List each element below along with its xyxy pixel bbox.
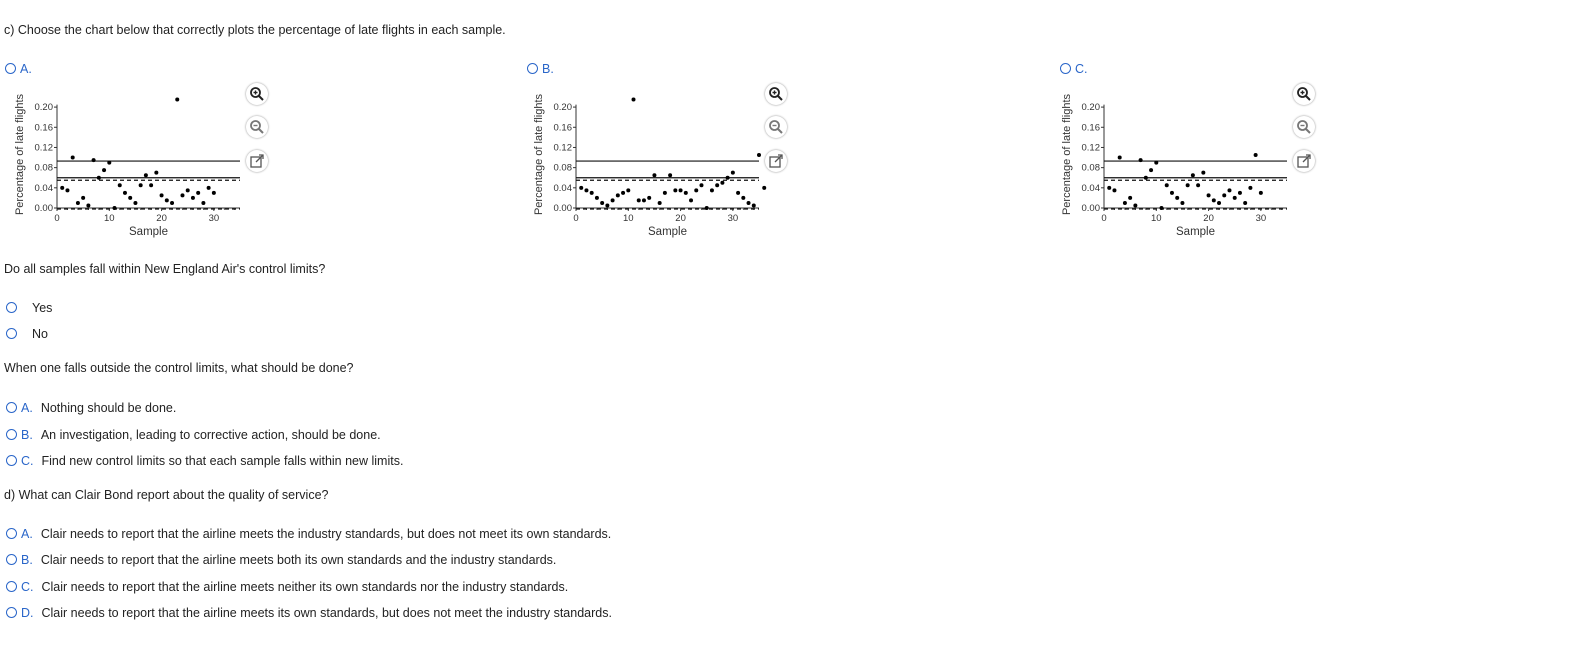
zoom-out-icon bbox=[1296, 119, 1312, 135]
data-point bbox=[752, 203, 756, 207]
radio-part-d-c[interactable] bbox=[6, 581, 17, 592]
data-point bbox=[1212, 198, 1216, 202]
data-point bbox=[694, 188, 698, 192]
part-d-option-c[interactable] bbox=[6, 580, 568, 594]
data-point bbox=[1128, 196, 1132, 200]
data-point bbox=[113, 206, 117, 210]
x-tick-label: 30 bbox=[727, 213, 739, 224]
part-c-question: c) Choose the chart below that correctly plots the percentage of late flights in each sample. bbox=[4, 23, 506, 37]
outside-option-b[interactable] bbox=[6, 428, 381, 442]
data-point bbox=[186, 188, 190, 192]
popout-button-c[interactable] bbox=[1293, 150, 1315, 172]
data-point bbox=[170, 201, 174, 205]
x-tick-label: 10 bbox=[622, 213, 634, 224]
data-point bbox=[1238, 191, 1242, 195]
data-point bbox=[102, 168, 106, 172]
data-point bbox=[621, 191, 625, 195]
x-tick-label: 10 bbox=[103, 213, 115, 224]
zoom-out-icon bbox=[768, 119, 784, 135]
data-point bbox=[747, 201, 751, 205]
data-point bbox=[128, 196, 132, 200]
data-point bbox=[611, 198, 615, 202]
x-tick-label: 30 bbox=[208, 213, 220, 224]
chart-c-svg bbox=[1051, 82, 1311, 262]
radio-part-d-d[interactable] bbox=[6, 607, 17, 618]
data-point bbox=[1243, 201, 1247, 205]
data-point bbox=[731, 171, 735, 175]
data-point bbox=[1175, 196, 1179, 200]
data-point bbox=[1144, 176, 1148, 180]
zoom-in-button-c[interactable] bbox=[1293, 83, 1315, 105]
x-axis-label: Sample bbox=[648, 226, 687, 238]
data-point bbox=[175, 98, 179, 102]
y-tick-label: 0.00 bbox=[553, 203, 572, 214]
data-point bbox=[97, 176, 101, 180]
data-point bbox=[584, 188, 588, 192]
data-point bbox=[86, 203, 90, 207]
data-point bbox=[160, 193, 164, 197]
option-yes[interactable] bbox=[6, 301, 52, 315]
data-point bbox=[673, 188, 677, 192]
data-point bbox=[133, 201, 137, 205]
data-point bbox=[191, 196, 195, 200]
data-point bbox=[1201, 171, 1205, 175]
data-point bbox=[144, 173, 148, 177]
data-point bbox=[207, 186, 211, 190]
y-tick-label: 0.00 bbox=[34, 203, 53, 214]
x-tick-label: 10 bbox=[1150, 213, 1162, 224]
radio-chart-b[interactable] bbox=[527, 63, 538, 74]
data-point bbox=[1154, 161, 1158, 165]
data-point bbox=[1259, 191, 1263, 195]
data-point bbox=[705, 206, 709, 210]
outside-option-c[interactable] bbox=[6, 454, 403, 468]
chart-option-c[interactable] bbox=[1060, 62, 1088, 76]
data-point bbox=[1217, 201, 1221, 205]
data-point bbox=[684, 191, 688, 195]
radio-part-d-a[interactable] bbox=[6, 528, 17, 539]
data-point bbox=[1133, 203, 1137, 207]
data-point bbox=[1160, 206, 1164, 210]
chart-option-c-letter: C. bbox=[1075, 62, 1088, 76]
data-point bbox=[699, 183, 703, 187]
part-d-option-d-letter: D. bbox=[21, 606, 34, 620]
y-tick-label: 0.16 bbox=[1081, 122, 1100, 134]
outside-option-a-letter: A. bbox=[21, 401, 33, 415]
chart-b bbox=[523, 82, 783, 262]
data-point bbox=[736, 191, 740, 195]
data-point bbox=[1186, 183, 1190, 187]
x-tick-label: 30 bbox=[1255, 213, 1267, 224]
zoom-in-button-a[interactable] bbox=[246, 83, 268, 105]
data-point bbox=[1191, 173, 1195, 177]
chart-option-b[interactable] bbox=[527, 62, 554, 76]
part-d-question: d) What can Clair Bond report about the quality of service? bbox=[4, 488, 329, 502]
option-yes-label: Yes bbox=[32, 301, 53, 315]
part-d-option-d-text: Clair needs to report that the airline meets its own standards, but does not meet the industry standards. bbox=[41, 606, 612, 620]
popout-icon bbox=[768, 153, 784, 169]
part-d-option-a-text: Clair needs to report that the airline meets the industry standards, but does not meet its own standards. bbox=[40, 527, 612, 541]
data-point bbox=[154, 171, 158, 175]
y-tick-label: 0.20 bbox=[1081, 102, 1100, 114]
data-point bbox=[212, 191, 216, 195]
data-point bbox=[663, 191, 667, 195]
control-limits-question: Do all samples fall within New England Air's control limits? bbox=[4, 262, 326, 276]
popout-icon bbox=[249, 153, 265, 169]
data-point bbox=[605, 203, 609, 207]
data-point bbox=[658, 201, 662, 205]
radio-yes[interactable] bbox=[6, 302, 17, 313]
data-point bbox=[1227, 188, 1231, 192]
y-axis-label: Percentage of late flights bbox=[14, 93, 26, 216]
data-point bbox=[689, 198, 693, 202]
x-tick-label: 20 bbox=[675, 213, 686, 224]
part-d-option-b-text: Clair needs to report that the airline meets both its own standards and the industry standards. bbox=[40, 553, 557, 567]
y-axis-label: Percentage of late flights bbox=[1061, 93, 1073, 216]
outside-limits-question: When one falls outside the control limits, what should be done? bbox=[4, 361, 354, 375]
data-point bbox=[1170, 191, 1174, 195]
y-tick-label: 0.12 bbox=[1081, 142, 1100, 154]
data-point bbox=[757, 153, 761, 157]
outside-option-a[interactable] bbox=[6, 401, 176, 415]
x-axis-label: Sample bbox=[1176, 226, 1215, 238]
data-point bbox=[1207, 193, 1211, 197]
data-point bbox=[1196, 183, 1200, 187]
data-point bbox=[118, 183, 122, 187]
data-point bbox=[579, 186, 583, 190]
part-d-option-c-text: Clair needs to report that the airline meets neither its own standards nor the industry standards. bbox=[41, 580, 569, 594]
data-point bbox=[165, 198, 169, 202]
data-point bbox=[715, 183, 719, 187]
zoom-out-icon bbox=[249, 119, 265, 135]
data-point bbox=[762, 186, 766, 190]
data-point bbox=[679, 188, 683, 192]
y-tick-label: 0.16 bbox=[34, 122, 53, 134]
chart-option-b-letter: B. bbox=[542, 62, 554, 76]
data-point bbox=[1118, 156, 1122, 160]
radio-outside-c[interactable] bbox=[6, 455, 17, 466]
zoom-in-icon bbox=[249, 86, 265, 102]
part-d-option-b-letter: B. bbox=[21, 553, 33, 567]
data-point bbox=[720, 181, 724, 185]
part-d-option-a[interactable] bbox=[6, 527, 611, 541]
data-point bbox=[710, 188, 714, 192]
popout-icon bbox=[1296, 153, 1312, 169]
data-point bbox=[60, 186, 64, 190]
data-point bbox=[1139, 158, 1143, 162]
data-point bbox=[1254, 153, 1258, 157]
radio-chart-c[interactable] bbox=[1060, 63, 1071, 74]
zoom-out-button-c[interactable] bbox=[1293, 116, 1315, 138]
x-tick-label: 0 bbox=[54, 213, 60, 224]
part-d-option-b[interactable] bbox=[6, 553, 556, 567]
y-tick-label: 0.00 bbox=[1081, 203, 1100, 214]
outside-option-c-text: Find new control limits so that each sample falls within new limits. bbox=[41, 454, 404, 468]
data-point bbox=[196, 191, 200, 195]
x-tick-label: 20 bbox=[156, 213, 167, 224]
chart-b-svg bbox=[523, 82, 783, 262]
data-point bbox=[149, 183, 153, 187]
data-point bbox=[590, 191, 594, 195]
y-tick-label: 0.08 bbox=[553, 162, 572, 174]
chart-option-a-letter: A. bbox=[20, 62, 32, 76]
option-no-label: No bbox=[32, 327, 48, 341]
data-point bbox=[201, 201, 205, 205]
data-point bbox=[81, 196, 85, 200]
part-d-option-a-letter: A. bbox=[21, 527, 33, 541]
data-point bbox=[180, 193, 184, 197]
data-point bbox=[1233, 196, 1237, 200]
part-d-option-d[interactable] bbox=[6, 606, 612, 620]
data-point bbox=[65, 188, 69, 192]
data-point bbox=[616, 193, 620, 197]
data-point bbox=[1165, 183, 1169, 187]
data-point bbox=[76, 201, 80, 205]
popout-button-a[interactable] bbox=[246, 150, 268, 172]
part-d-option-c-letter: C. bbox=[21, 580, 34, 594]
outside-option-b-letter: B. bbox=[21, 428, 33, 442]
zoom-in-icon bbox=[1296, 86, 1312, 102]
outside-option-a-text: Nothing should be done. bbox=[40, 401, 177, 415]
data-point bbox=[1222, 193, 1226, 197]
radio-part-d-b[interactable] bbox=[6, 554, 17, 565]
data-point bbox=[1123, 201, 1127, 205]
y-tick-label: 0.12 bbox=[34, 142, 53, 154]
outside-option-c-letter: C. bbox=[21, 454, 34, 468]
y-tick-label: 0.08 bbox=[1081, 162, 1100, 174]
data-point bbox=[1112, 188, 1116, 192]
zoom-out-button-b[interactable] bbox=[765, 116, 787, 138]
data-point bbox=[726, 176, 730, 180]
data-point bbox=[123, 191, 127, 195]
option-no[interactable] bbox=[6, 327, 48, 341]
radio-no[interactable] bbox=[6, 328, 17, 339]
data-point bbox=[1107, 186, 1111, 190]
y-axis-label: Percentage of late flights bbox=[533, 93, 545, 216]
chart-a-svg bbox=[4, 82, 264, 262]
chart-c bbox=[1051, 82, 1311, 262]
y-tick-label: 0.20 bbox=[34, 102, 53, 114]
data-point bbox=[92, 158, 96, 162]
x-tick-label: 20 bbox=[1203, 213, 1214, 224]
data-point bbox=[1180, 201, 1184, 205]
outside-option-b-text: An investigation, leading to corrective action, should be done. bbox=[40, 428, 381, 442]
data-point bbox=[595, 196, 599, 200]
x-axis-label: Sample bbox=[129, 226, 168, 238]
data-point bbox=[741, 196, 745, 200]
data-point bbox=[652, 173, 656, 177]
data-point bbox=[71, 156, 75, 160]
data-point bbox=[626, 188, 630, 192]
data-point bbox=[637, 198, 641, 202]
y-tick-label: 0.16 bbox=[553, 122, 572, 134]
data-point bbox=[642, 198, 646, 202]
data-point bbox=[139, 183, 143, 187]
data-point bbox=[647, 196, 651, 200]
data-point bbox=[107, 161, 111, 165]
y-tick-label: 0.12 bbox=[553, 142, 572, 154]
y-tick-label: 0.04 bbox=[1081, 182, 1100, 194]
data-point bbox=[1248, 186, 1252, 190]
y-tick-label: 0.04 bbox=[553, 182, 572, 194]
zoom-in-button-b[interactable] bbox=[765, 83, 787, 105]
zoom-in-icon bbox=[768, 86, 784, 102]
radio-outside-b[interactable] bbox=[6, 429, 17, 440]
chart-option-a[interactable] bbox=[5, 62, 32, 76]
y-tick-label: 0.08 bbox=[34, 162, 53, 174]
y-tick-label: 0.04 bbox=[34, 182, 53, 194]
y-tick-label: 0.20 bbox=[553, 102, 572, 114]
x-tick-label: 0 bbox=[573, 213, 579, 224]
popout-button-b[interactable] bbox=[765, 150, 787, 172]
radio-chart-a[interactable] bbox=[5, 63, 16, 74]
data-point bbox=[668, 173, 672, 177]
chart-a bbox=[4, 82, 264, 262]
radio-outside-a[interactable] bbox=[6, 402, 17, 413]
data-point bbox=[1149, 168, 1153, 172]
zoom-out-button-a[interactable] bbox=[246, 116, 268, 138]
data-point bbox=[632, 98, 636, 102]
data-point bbox=[600, 201, 604, 205]
x-tick-label: 0 bbox=[1101, 213, 1107, 224]
